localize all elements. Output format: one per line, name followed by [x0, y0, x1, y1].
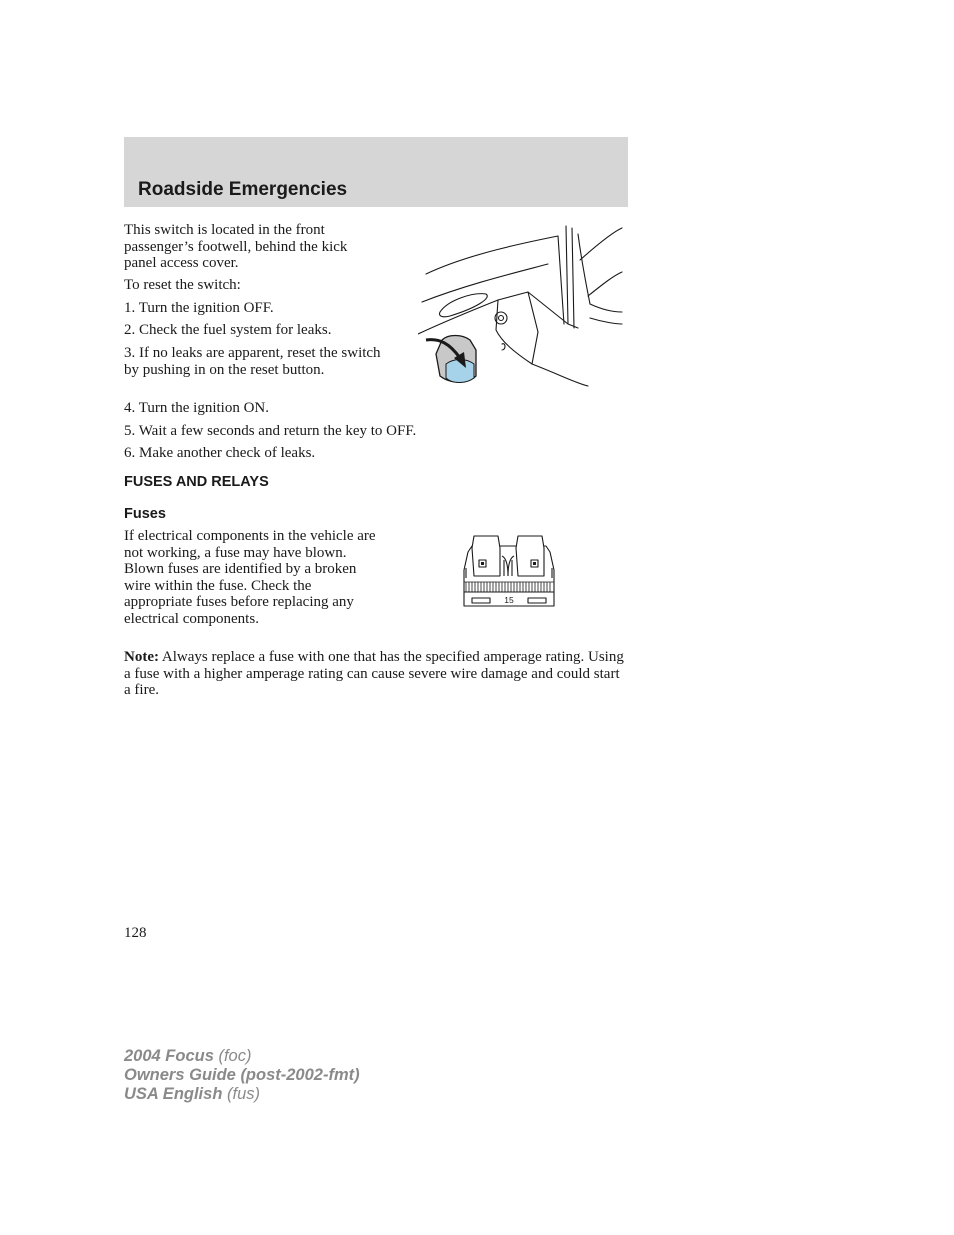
reset-lead-text: To reset the switch:	[124, 277, 241, 293]
reset-step-5: 5. Wait a few seconds and return the key to OFF.	[124, 423, 417, 439]
reset-step-3: 3. If no leaks are apparent, reset the switch by pushing in on the reset button.	[124, 345, 381, 378]
document-footer	[124, 1047, 360, 1104]
reset-step-1: 1. Turn the ignition OFF.	[124, 300, 274, 316]
switch-location-text: This switch is located in the front passenger’s footwell, behind the kick panel access cover.	[124, 222, 348, 271]
fuse-note	[124, 649, 628, 699]
footer-line-model: 2004 Focus (foc)	[124, 1047, 252, 1065]
section-header-band	[124, 137, 628, 207]
blade-fuse-illustration	[462, 530, 556, 610]
fuse-amperage-label: 15	[504, 595, 514, 605]
fuses-and-relays-heading: FUSES AND RELAYS	[124, 474, 269, 490]
note-text: Always replace a fuse with one that has the specified amperage rating. Using a fuse with a higher amperage rating can cause severe wire damage and could start a fire.	[124, 649, 624, 698]
fuses-body-text: If electrical components in the vehicle are not working, a fuse may have blown. Blown fuses are identified by a broken wire within the fuse. Check the appropriate fuses before replacing any electrical components.	[124, 528, 376, 627]
inertia-switch-illustration	[418, 224, 628, 388]
footer-line-guide: Owners Guide (post-2002-fmt)	[124, 1066, 360, 1084]
reset-step-4: 4. Turn the ignition ON.	[124, 400, 270, 416]
fuses-subheading: Fuses	[124, 506, 166, 522]
section-title: Roadside Emergencies	[138, 179, 348, 200]
page-number: 128	[124, 925, 147, 941]
footer-line-language: USA English (fus)	[124, 1085, 260, 1103]
reset-step-6: 6. Make another check of leaks.	[124, 445, 316, 461]
reset-step-2: 2. Check the fuel system for leaks.	[124, 322, 332, 338]
note-label: Note:	[124, 649, 159, 665]
